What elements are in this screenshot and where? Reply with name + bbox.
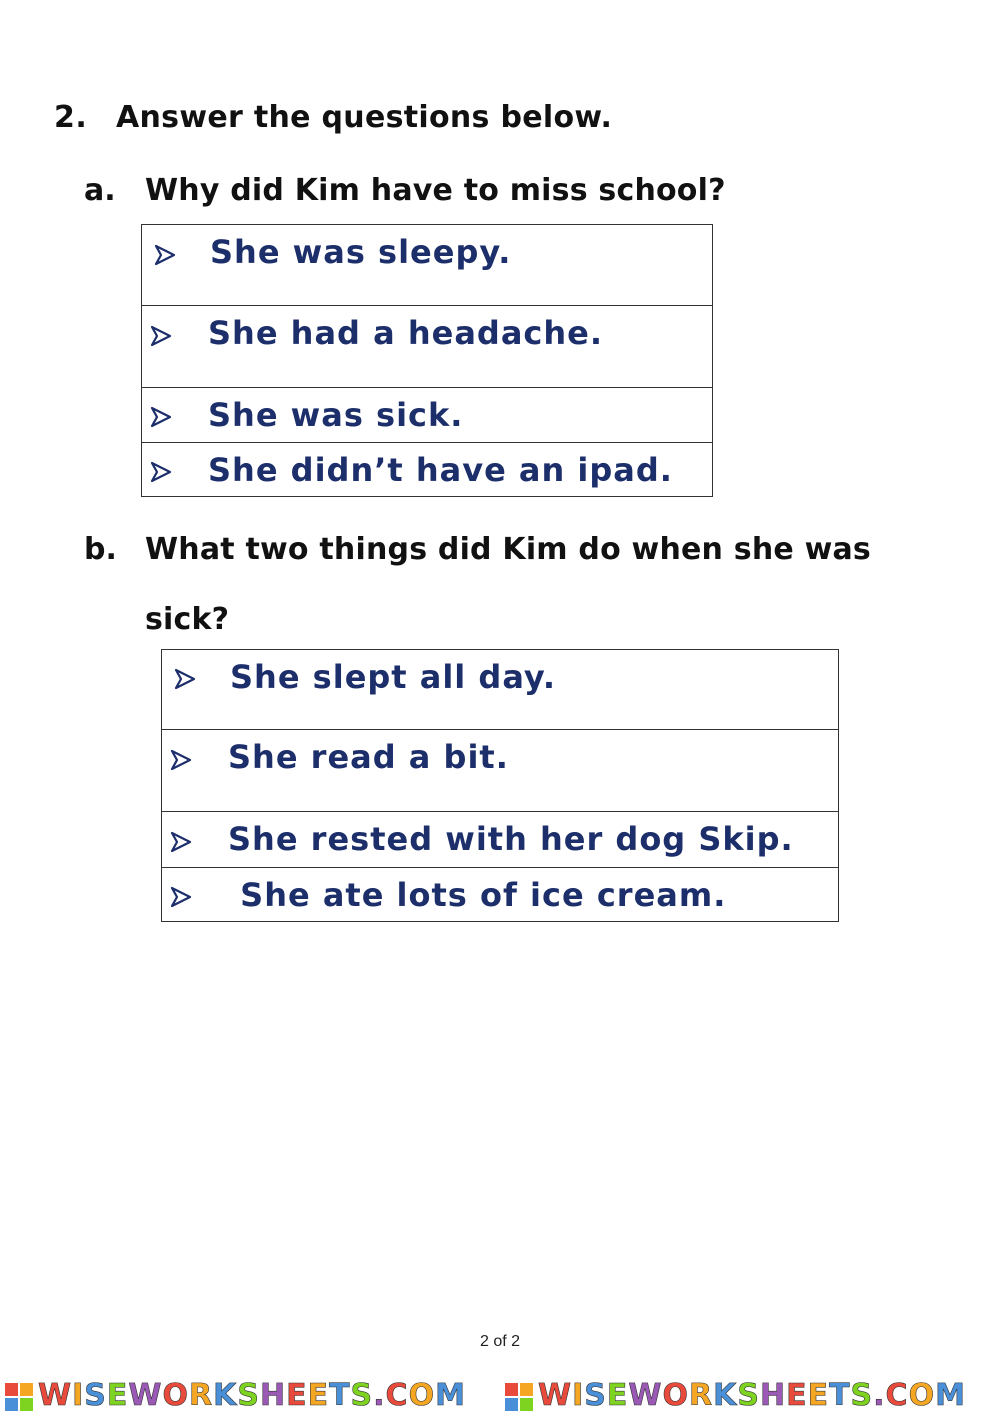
wiseworksheets-logo-icon xyxy=(4,1382,34,1412)
option-row[interactable] xyxy=(142,305,712,387)
arrow-bullet-icon xyxy=(170,831,192,853)
part-b-question-line2: sick? xyxy=(145,602,230,637)
option-text: She slept all day. xyxy=(230,658,556,696)
option-row[interactable] xyxy=(162,811,838,867)
watermark-right xyxy=(504,1378,966,1413)
option-text: She read a bit. xyxy=(228,738,509,776)
option-row[interactable] xyxy=(142,387,712,442)
arrow-bullet-icon xyxy=(150,461,172,483)
watermark-text: WISEWORKSHEETS.COM xyxy=(538,1378,966,1413)
option-row[interactable] xyxy=(162,650,838,729)
option-row[interactable] xyxy=(162,867,838,921)
part-b-options-table xyxy=(161,649,839,922)
option-text: She ate lots of ice cream. xyxy=(228,876,727,914)
option-text: She didn’t have an ipad. xyxy=(208,451,673,489)
arrow-bullet-icon xyxy=(174,668,196,690)
part-a-question: Why did Kim have to miss school? xyxy=(145,173,726,208)
option-row[interactable] xyxy=(142,442,712,496)
question-title: Answer the questions below. xyxy=(116,100,613,135)
part-a-letter: a. xyxy=(84,173,116,208)
option-text: She rested with her dog Skip. xyxy=(228,820,794,858)
option-text: She was sick. xyxy=(208,396,464,434)
watermark-left xyxy=(4,1378,466,1413)
watermark-text: WISEWORKSHEETS.COM xyxy=(38,1378,466,1413)
arrow-bullet-icon xyxy=(170,749,192,771)
question-number: 2. xyxy=(54,100,88,135)
option-text: She was sleepy. xyxy=(210,233,512,271)
part-a-options-table xyxy=(141,224,713,497)
part-b-letter: b. xyxy=(84,532,117,567)
arrow-bullet-icon xyxy=(170,886,192,908)
page-number: 2 of 2 xyxy=(479,1333,521,1350)
arrow-bullet-icon xyxy=(154,244,176,266)
arrow-bullet-icon xyxy=(150,325,172,347)
option-row[interactable] xyxy=(162,729,838,811)
option-text: She had a headache. xyxy=(208,314,604,352)
wiseworksheets-logo-icon xyxy=(504,1382,534,1412)
part-b-question-line1: What two things did Kim do when she was xyxy=(145,532,871,567)
arrow-bullet-icon xyxy=(150,406,172,428)
option-row[interactable] xyxy=(142,225,712,305)
